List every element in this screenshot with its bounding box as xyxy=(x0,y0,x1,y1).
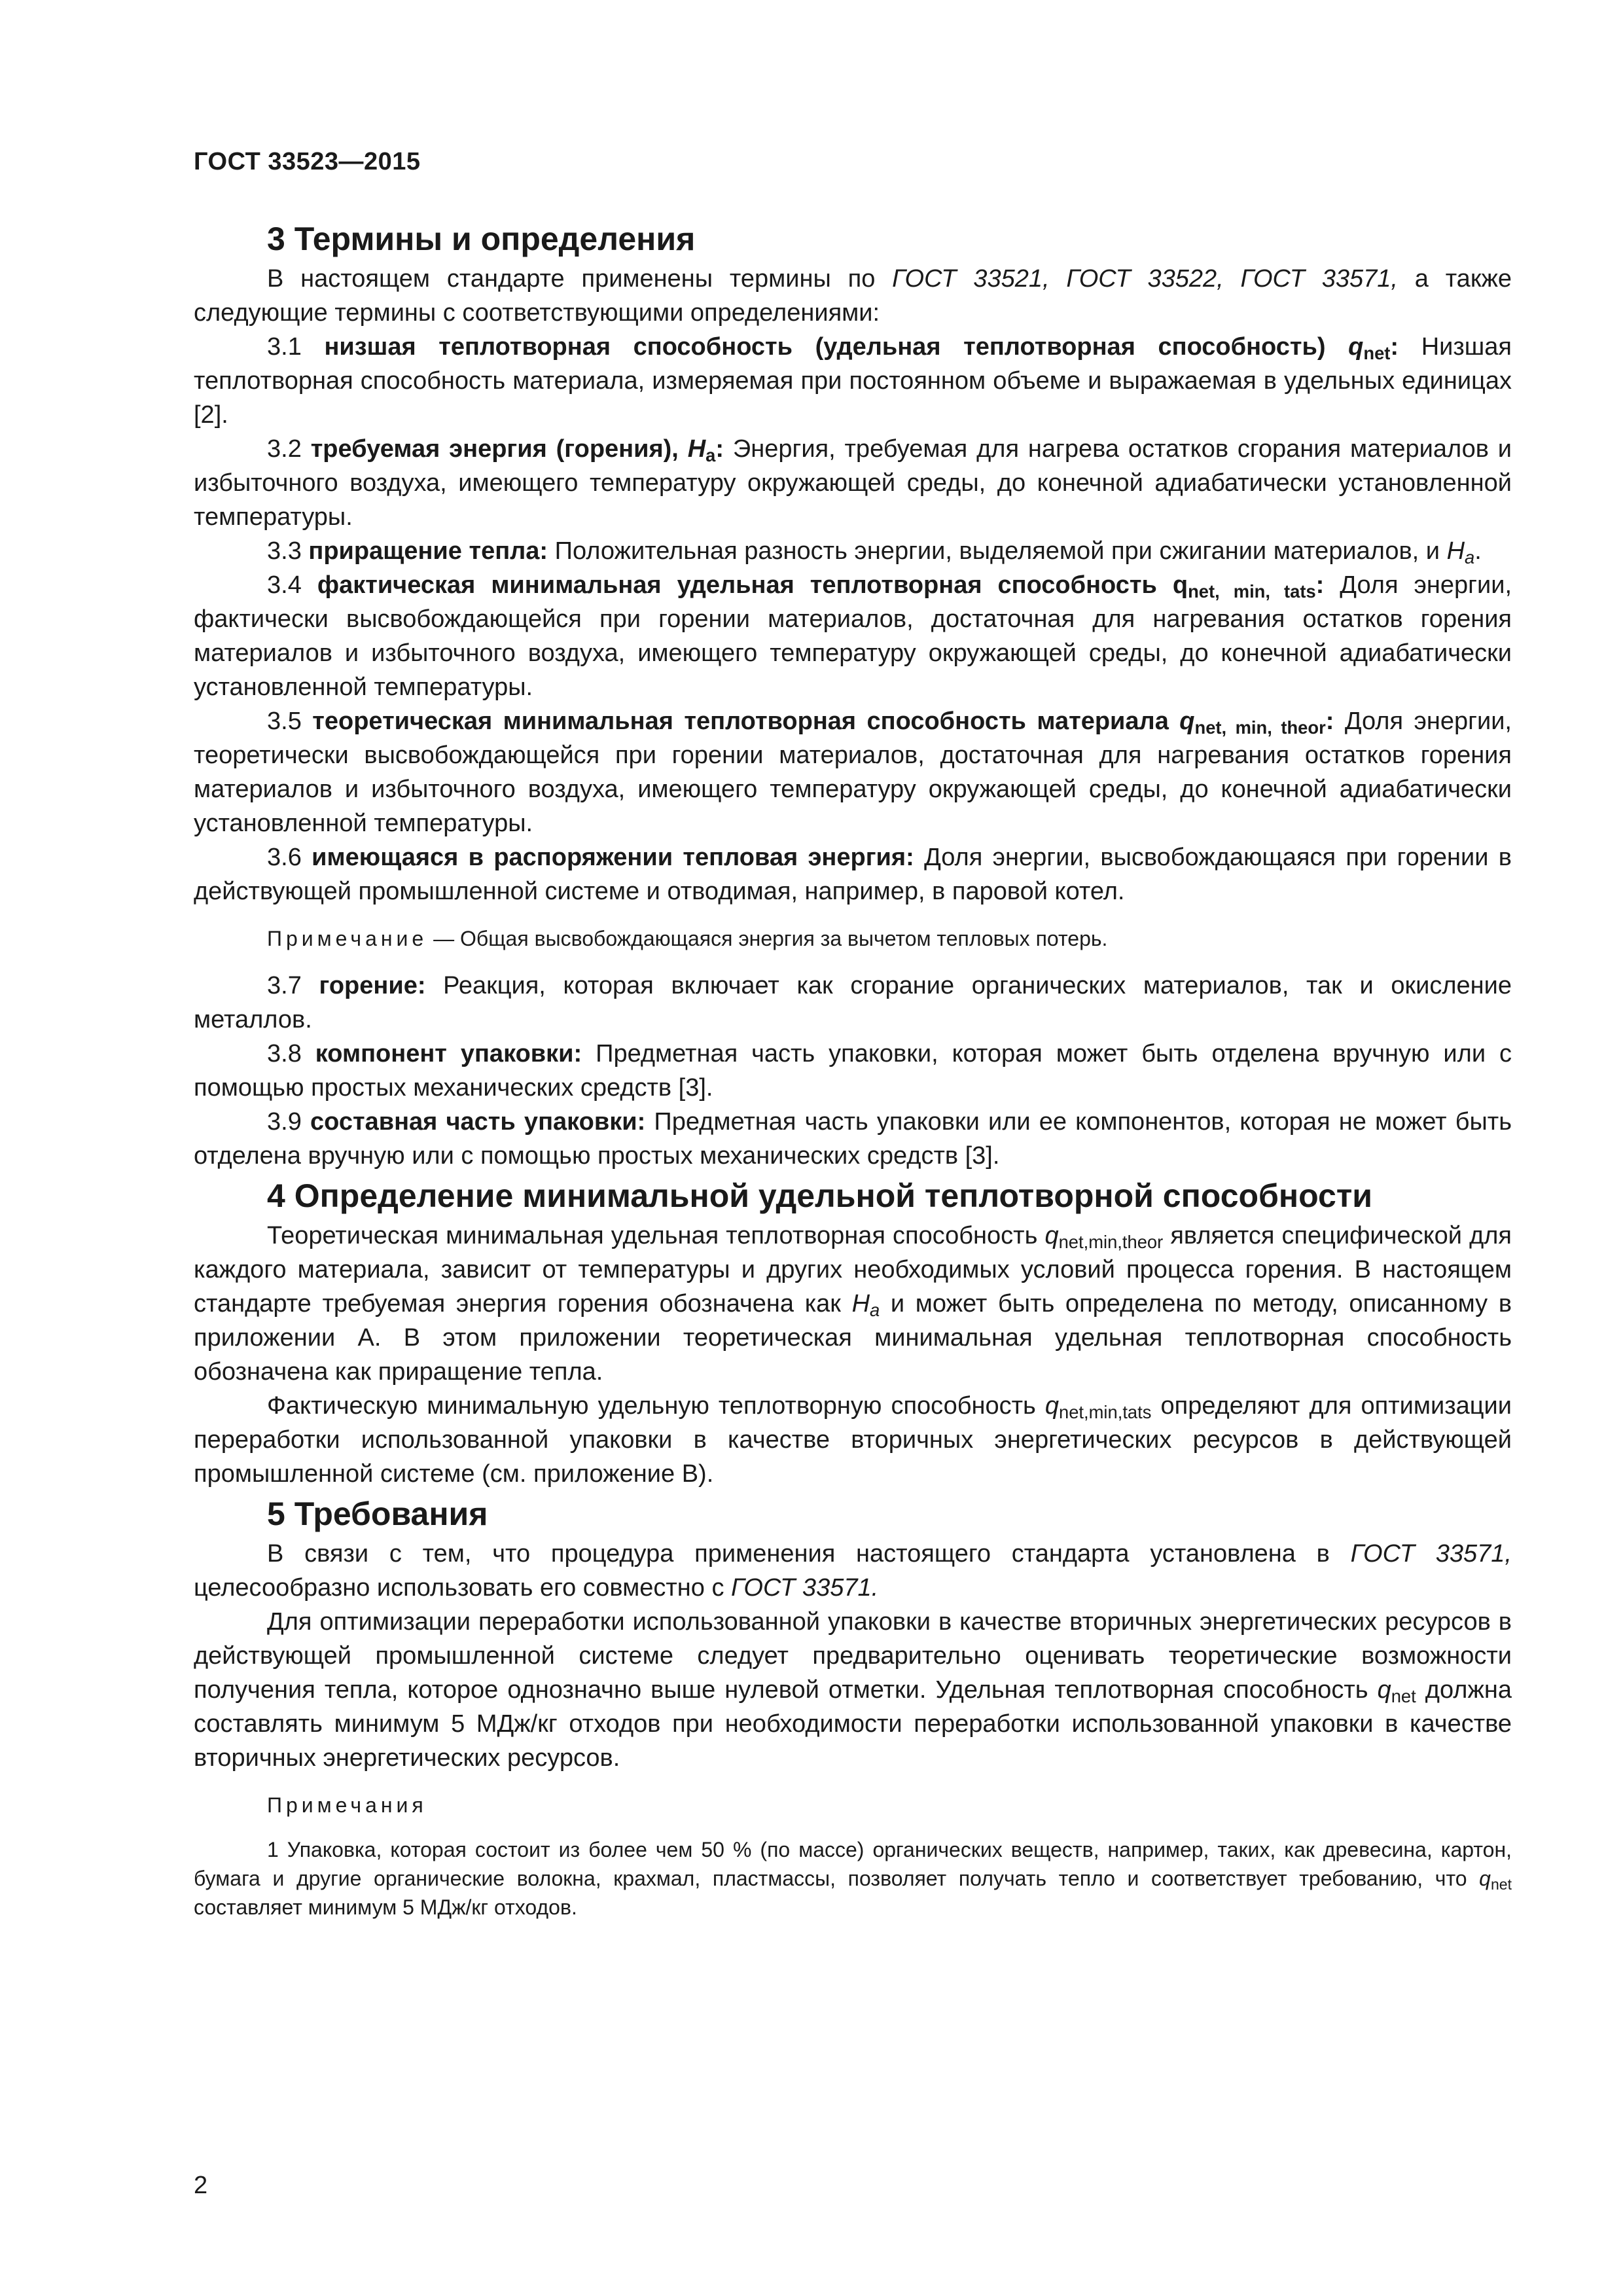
page-number: 2 xyxy=(194,2172,208,2199)
section-4-paragraph-2: Фактическую минимальную удельную теплотворную способность $q_{net,min,tats}$ определяют для оптимизации переработки использованной упаковки в качестве вторичных энергетических ресурсов в действующей промышленной системе (см. приложение В). xyxy=(194,1392,1512,1488)
section-3-note: Примечание — Общая высвобождающаяся энергия за вычетом тепловых потерь. xyxy=(267,927,1108,950)
section-3-title: 3 Термины и определения xyxy=(267,221,696,257)
section-5-notes-label: Примечания xyxy=(267,1793,427,1817)
term-3-7: 3.7 горение: Реакция, которая включает как сгорание органических материалов, так и окисление металлов. xyxy=(194,972,1512,1033)
section-5-title: 5 Требования xyxy=(267,1496,488,1532)
term-3-4: 3.4 фактическая минимальная удельная теплотворная способность $q_{net, min, tats}$: Доля энергии, фактически высвобождающейся при горении материалов, достаточная для нагревания остатков горения материалов и избыточного воздуха, имеющего температуру окружающей среды, до конечной адиабатически установленной температуры. xyxy=(194,571,1512,701)
section-5-paragraph-2: Для оптимизации переработки использованной упаковки в качестве вторичных энергетических ресурсов в действующей промышленной системе следует предварительно оценивать теоретические возможности получения тепла, которое однозначно выше нулевой отметки. Удельная теплотворная способность $q_{net}$ должна составлять минимум 5 МДж/кг отходов при необходимости переработки использованной упаковки в качестве вторичных энергетических ресурсов. xyxy=(194,1608,1512,1772)
section-4-title: 4 Определение минимальной удельной теплотворной способности xyxy=(267,1177,1373,1214)
term-3-8: 3.8 компонент упаковки: Предметная часть упаковки, которая может быть отделена вручную или с помощью простых механических средств [3]. xyxy=(194,1040,1512,1102)
document-body xyxy=(194,216,1512,1922)
term-3-2: 3.2 требуемая энергия (горения), $H_a$: Энергия, требуемая для нагрева остатков сгорания материалов и избыточного воздуха, имеющего температуру окружающей среды, до конечной адиабатически установленной температуры. xyxy=(194,435,1512,531)
section-3-intro: В настоящем стандарте применены термины по ГОСТ 33521, ГОСТ 33522, ГОСТ 33571, а также следующие термины с соответствующими определениями: xyxy=(194,265,1512,327)
term-3-3: 3.3 приращение тепла: Положительная разность энергии, выделяемой при сжигании материалов, и $H_a$. xyxy=(267,537,1482,567)
section-5-note-1: 1 Упаковка, которая состоит из более чем 50 % (по массе) органических веществ, например, таких, как древесина, картон, бумага и другие органические волокна, крахмал, пластмассы, позволяет получать тепло и соответствует требованию, что $q_{net}$ составляет минимум 5 МДж/кг отходов. xyxy=(194,1838,1512,1919)
standard-code: ГОСТ 33523—2015 xyxy=(194,148,421,175)
term-3-1: 3.1 низшая теплотворная способность (удельная теплотворная способность) $q_{net}$: Низшая теплотворная способность материала, измеряемая при постоянном объеме и выражаемая в удельных единицах [2]. xyxy=(194,333,1512,429)
section-5-paragraph-1: В связи с тем, что процедура применения настоящего стандарта установлена в ГОСТ 33571, целесообразно использовать его совместно с ГОСТ 33571. xyxy=(194,1540,1512,1602)
term-3-9: 3.9 составная часть упаковки: Предметная часть упаковки или ее компонентов, которая не может быть отделена вручную или с помощью простых механических средств [3]. xyxy=(194,1108,1512,1170)
term-3-6: 3.6 имеющаяся в распоряжении тепловая энергия: Доля энергии, высвобождающаяся при горении в действующей промышленной системе и отводимая, например, в паровой котел. xyxy=(194,844,1512,905)
section-4-paragraph-1: Теоретическая минимальная удельная теплотворная способность $q_{net,min,theor}$ является специфической для каждого материала, зависит от температуры и других необходимых условий процесса горения. В настоящем стандарте требуемая энергия горения обозначена как $H_a$ и может быть определена по методу, описанному в приложении А. В этом приложении теоретическая минимальная удельная теплотворная способность обозначена как приращение тепла. xyxy=(194,1222,1512,1386)
term-3-5: 3.5 теоретическая минимальная теплотворная способность материала $q_{net, min, theor}$: Доля энергии, теоретически высвобождающейся при горении материалов, достаточная для нагревания остатков горения материалов и избыточного воздуха, имеющего температуру окружающей среды, до конечной адиабатически установленной температуры. xyxy=(194,708,1512,837)
